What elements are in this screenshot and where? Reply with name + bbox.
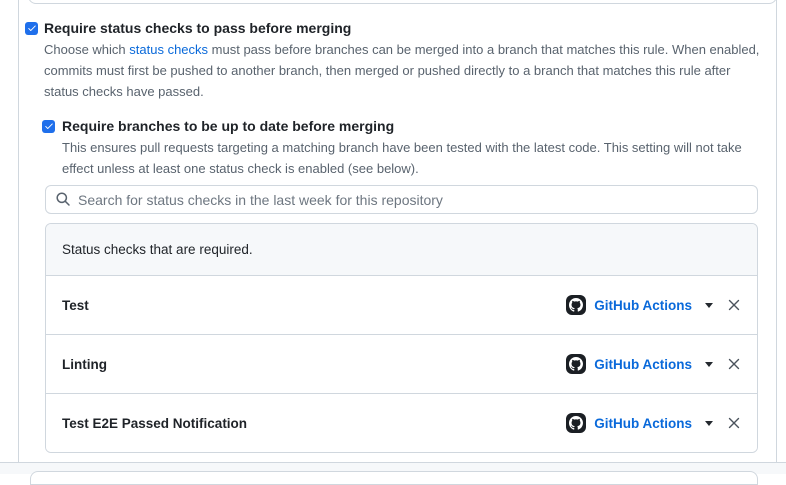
remove-check-button[interactable] — [727, 298, 741, 312]
required-status-checks-panel — [45, 223, 758, 453]
panel-header: Status checks that are required. — [46, 224, 757, 276]
card-left-border — [18, 0, 19, 462]
status-check-actions — [566, 295, 741, 315]
chevron-down-icon[interactable] — [705, 303, 713, 308]
require-status-checks-checkbox[interactable] — [25, 22, 38, 35]
github-actions-link[interactable]: GitHub Actions — [594, 297, 692, 313]
status-check-row — [46, 276, 757, 334]
github-actions-link[interactable]: GitHub Actions — [594, 356, 692, 372]
remove-check-button[interactable] — [727, 357, 741, 371]
chevron-down-icon[interactable] — [705, 421, 713, 426]
chevron-down-icon[interactable] — [705, 362, 713, 367]
require-up-to-date-label: Require branches to be up to date before merging — [62, 118, 395, 134]
status-check-row — [46, 334, 757, 393]
require-up-to-date-description — [62, 137, 742, 179]
card-right-border — [776, 0, 777, 462]
description-line: status checks have passed. — [44, 84, 204, 99]
description-text: Choose which — [44, 42, 130, 57]
status-check-name: Test — [62, 297, 89, 313]
description-line: This ensures pull requests targeting a matching branch have been tested with the latest code. This setting will not take — [62, 140, 742, 155]
search-input[interactable] — [45, 185, 758, 214]
description-line: commits must first be pushed to another branch, then merged or pushed directly to a branch that matches this rule after — [44, 63, 731, 78]
status-check-name: Test E2E Passed Notification — [62, 415, 248, 431]
github-actions-avatar — [566, 354, 586, 374]
checkmark-icon — [44, 118, 54, 136]
status-checks-link[interactable]: status checks — [129, 42, 209, 57]
status-check-row — [46, 393, 757, 452]
github-actions-avatar — [566, 295, 586, 315]
previous-section-bottom-edge — [28, 0, 777, 4]
checkmark-icon — [27, 20, 37, 38]
description-line — [44, 39, 759, 60]
require-status-checks-label: Require status checks to pass before merging — [44, 20, 352, 36]
require-up-to-date-checkbox[interactable] — [42, 120, 55, 133]
status-check-actions — [566, 413, 741, 433]
status-check-search — [45, 185, 758, 214]
github-actions-link[interactable]: GitHub Actions — [594, 415, 692, 431]
status-check-actions — [566, 354, 741, 374]
status-check-name: Linting — [62, 356, 107, 372]
remove-check-button[interactable] — [727, 416, 741, 430]
description-text: must pass before branches can be merged into a branch that matches this rule. When enabled, — [208, 42, 760, 57]
description-line: effect unless at least one status check is enabled (see below). — [62, 161, 419, 176]
next-section-top-edge — [30, 471, 758, 485]
github-actions-avatar — [566, 413, 586, 433]
require-status-checks-description — [44, 39, 759, 102]
